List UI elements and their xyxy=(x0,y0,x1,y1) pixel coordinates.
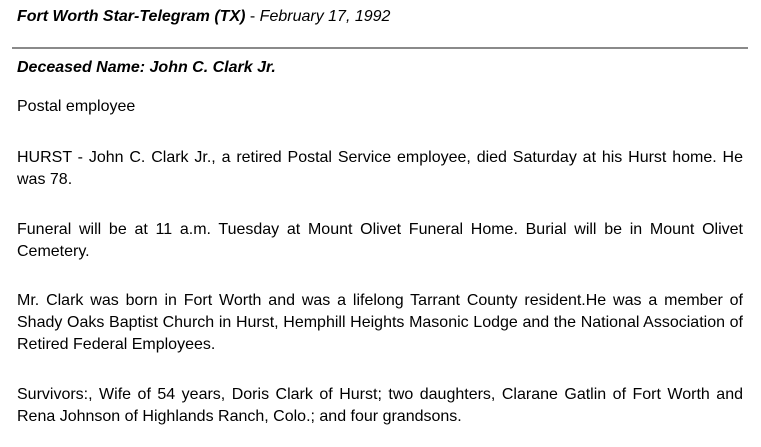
header-divider xyxy=(12,47,748,49)
obituary-paragraph-survivors: Survivors:, Wife of 54 years, Doris Clark of Hurst; two daughters, Clarane Gatlin of Fort Worth and Rena Johnson of Highlands Ranch, Colo.; and four grandsons. xyxy=(17,386,743,425)
deceased-name: Deceased Name: John C. Clark Jr. xyxy=(17,59,276,76)
obituary-paragraph-death: HURST - John C. Clark Jr., a retired Postal Service employee, died Saturday at his Hurst home. He was 78. xyxy=(17,149,743,188)
newspaper-name: Fort Worth Star-Telegram (TX) xyxy=(17,8,246,25)
occupation-line: Postal employee xyxy=(17,98,136,115)
obituary-paragraph-biography: Mr. Clark was born in Fort Worth and was a lifelong Tarrant County resident.He was a member of Shady Oaks Baptist Church in Hurst, Hemphill Heights Masonic Lodge and the National Association of Retired Federal Employees. xyxy=(17,292,743,353)
obituary-paragraph-funeral: Funeral will be at 11 a.m. Tuesday at Mount Olivet Funeral Home. Burial will be in Mount Olivet Cemetery. xyxy=(17,221,743,260)
article-header xyxy=(17,7,390,27)
publication-date: February 17, 1992 xyxy=(259,8,391,25)
header-separator: - xyxy=(245,8,260,25)
